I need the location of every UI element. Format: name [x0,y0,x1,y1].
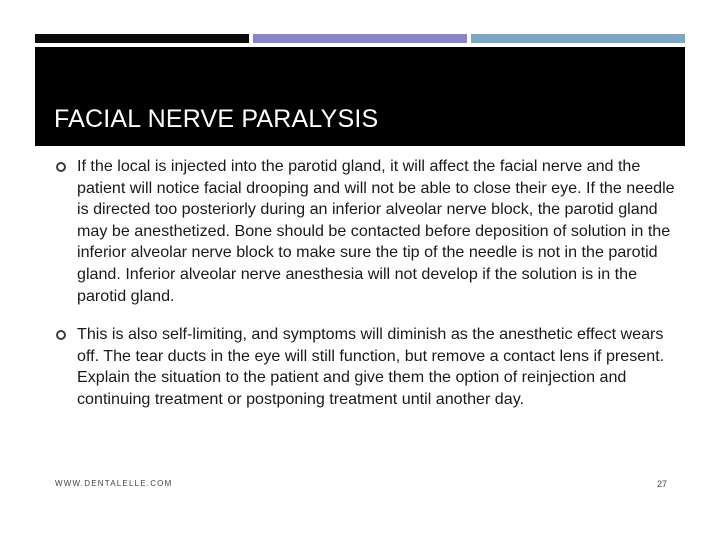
bullet-item [55,156,685,307]
bullet-item [55,324,685,410]
page-number: 27 [656,479,667,489]
top-accent-bar-blue [471,34,685,43]
ring-bullet-icon [56,330,66,340]
slide-title: FACIAL NERVE PARALYSIS [54,105,379,133]
bullet-list [55,156,685,428]
bullet-text: This is also self-limiting, and symptoms will diminish as the anesthetic effect wears off. The tear ducts in the eye will still function, but remove a contact lens if present. Explain the situation to the patient and give them the option of reinjection and continuing treatment or postponing treatment until another day. [77,325,665,408]
ring-bullet-icon [56,162,66,172]
title-band [35,47,685,146]
bullet-text: If the local is injected into the parotid gland, it will affect the facial nerve and the patient will notice facial drooping and will not be able to close their eye. If the needle is directed too posteriorly during an inferior alveolar nerve block, the parotid gland may be anesthetized. Bone should be contacted before deposition of solution in the inferior alveolar nerve block to make sure the tip of the needle is not in the parotid gland. Inferior alveolar nerve anesthesia will not develop if the solution is in the parotid gland. [77,157,675,305]
top-accent-bar-black [35,34,249,43]
footer-url: WWW.DENTALELLE.COM [55,479,173,488]
top-accent-bar-purple [253,34,467,43]
